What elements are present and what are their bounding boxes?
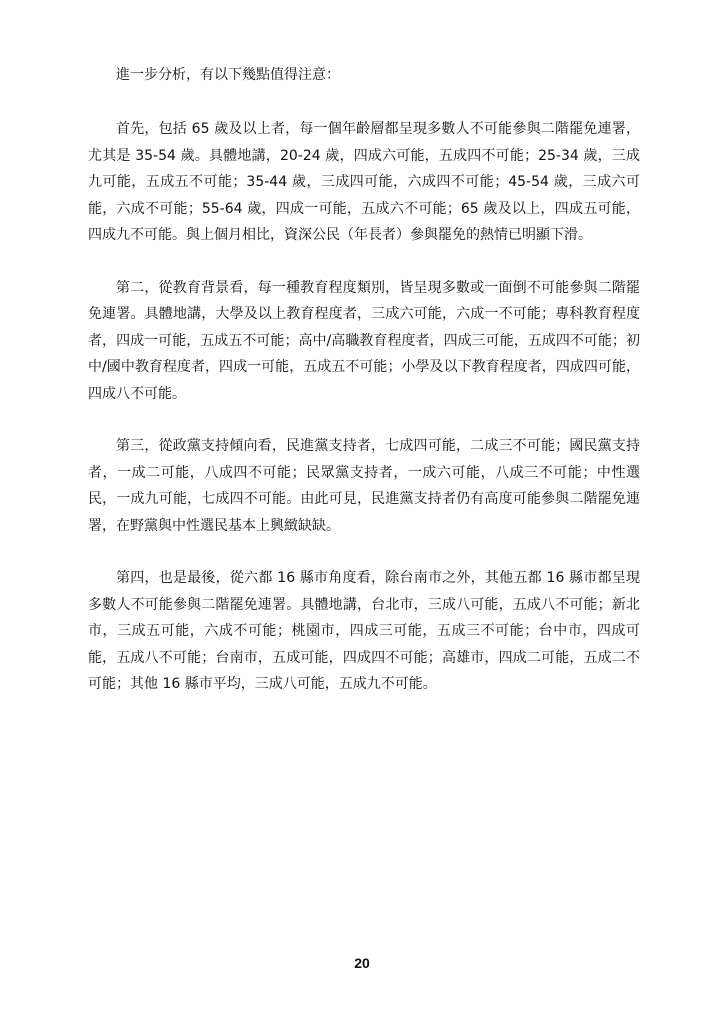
intro-line: 進一步分析，有以下幾點值得注意： xyxy=(116,67,340,83)
page-number: 20 xyxy=(354,955,370,971)
paragraph-party: 第三，從政黨支持傾向看，民進黨支持者，七成四可能，二成三不可能；國民黨支持者，一成二可能，八成四不可能；民眾黨支持者，一成六可能，八成三不可能；中性選民，一成九可能，七成四不可能。由此可見，民進黨支持者仍有高度可能參與二階罷免連署，在野黨與中性選民基本上興緻缺缺。 xyxy=(88,438,640,534)
paragraph-region: 第四，也是最後，從六都 16 縣市角度看，除台南市之外，其他五都 16 縣市都呈現多數人不可能參與二階罷免連署。具體地講，台北市，三成八可能，五成八不可能；新北市，三成五可能，六成不可能；桃園市，四成三可能，五成三不可能；台中市，四成可能，五成八不可能；台南市，五成可能，四成四不可能；高雄市，四成二可能，五成二不可能；其他 16 縣市平均，三成八可能，五成九不可能。 xyxy=(88,570,640,692)
document-body xyxy=(88,64,640,698)
paragraph-education: 第二，從教育背景看，每一種教育程度類別，皆呈現多數或一面倒不可能參與二階罷免連署。具體地講，大學及以上教育程度者，三成六可能，六成一不可能；專科教育程度者，四成一可能，五成五不可能；高中/高職教育程度者，四成三可能，五成四不可能；初中/國中教育程度者，四成一可能，五成五不可能；小學及以下教育程度者，四成四可能，四成八不可能。 xyxy=(88,279,640,402)
paragraph-age: 首先，包括 65 歲及以上者，每一個年齡層都呈現多數人不可能參與二階罷免連署，尤其是 35-54 歲。具體地講，20-24 歲，四成六可能，五成四不可能；25-34 歲，三成九可能，五成五不可能；35-44 歲，三成四可能，六成四不可能；45-54 歲，三成六可能，六成不可能；55-64 歲，四成一可能，五成六不可能；65 歲及以上，四成五可能，四成九不可能。與上個月相比，資深公民（年長者）參與罷免的熱情已明顯下滑。 xyxy=(88,121,640,243)
